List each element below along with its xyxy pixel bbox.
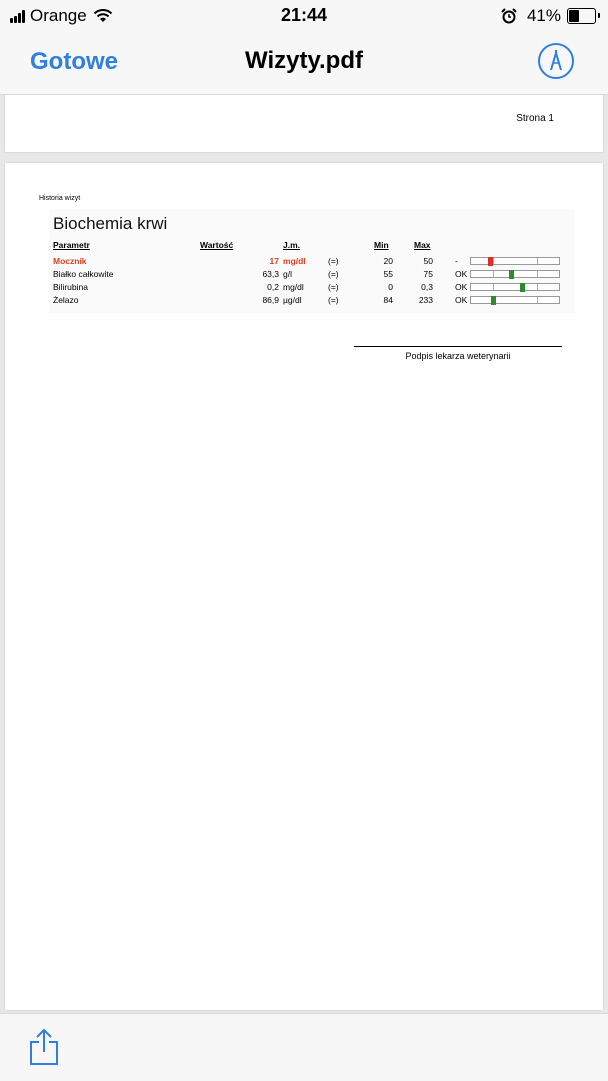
column-header-unit: J.m. — [283, 240, 301, 250]
status-right — [501, 6, 596, 26]
battery-percent: 41% — [526, 6, 561, 25]
column-header-max: Max — [414, 240, 431, 250]
share-button[interactable] — [28, 1028, 60, 1066]
column-header-parameter: Parametr — [53, 240, 90, 250]
status-bar — [0, 0, 608, 32]
parameter-name: Bilirubina — [53, 282, 88, 292]
document-header: Historia wizyt — [39, 195, 81, 202]
markup-pen-icon — [540, 45, 572, 77]
share-icon — [28, 1028, 60, 1066]
range-gauge — [470, 296, 560, 304]
parameter-unit: g/l — [283, 269, 292, 279]
parameter-value: 63,3 — [262, 269, 279, 279]
range-gauge — [470, 257, 560, 265]
range-min: 0 — [388, 282, 393, 292]
parameter-name: Żelazo — [53, 295, 79, 305]
carrier-name: Orange — [30, 6, 87, 25]
range-gauge-marker — [509, 270, 514, 279]
parameter-value: 0,2 — [267, 282, 279, 292]
parameter-unit: mg/dl — [283, 282, 304, 292]
range-gauge — [470, 283, 560, 291]
table-row — [5, 282, 603, 295]
table-row — [5, 256, 603, 269]
table-row — [5, 295, 603, 308]
status-label: OK — [455, 269, 468, 279]
range-gauge-marker — [491, 296, 496, 305]
page-number: Strona 1 — [516, 113, 554, 124]
range-gauge — [470, 270, 560, 278]
range-min: 84 — [383, 295, 393, 305]
alarm-clock-icon — [501, 8, 517, 24]
range-gauge-marker — [520, 283, 525, 292]
parameter-name: Mocznik — [53, 256, 87, 266]
signature-label: Podpis lekarza weterynarii — [405, 351, 511, 361]
range-max: 233 — [418, 295, 433, 305]
pdf-viewer[interactable] — [0, 95, 608, 1013]
done-button[interactable]: Gotowe — [30, 48, 118, 75]
battery-level-fill — [569, 10, 579, 22]
comparison-marker: (=) — [328, 256, 339, 266]
parameter-unit: µg/dl — [283, 295, 302, 305]
parameter-value: 17 — [269, 256, 279, 266]
signature-line — [354, 346, 562, 347]
column-header-min: Min — [374, 240, 389, 250]
bottom-toolbar — [0, 1013, 608, 1081]
range-max: 50 — [423, 256, 433, 266]
column-header-value: Wartość — [200, 240, 234, 250]
pdf-page-1 — [5, 95, 603, 152]
status-label: - — [455, 256, 458, 266]
status-time: 21:44 — [280, 5, 328, 25]
parameter-value: 86,9 — [262, 295, 279, 305]
parameter-unit: mg/dl — [283, 256, 306, 266]
range-min: 20 — [383, 256, 393, 266]
comparison-marker: (=) — [328, 282, 339, 292]
range-gauge-marker — [488, 257, 493, 266]
document-title: Wizyty.pdf — [245, 47, 363, 74]
markup-button[interactable] — [538, 43, 574, 79]
pdf-page-2 — [5, 163, 603, 1010]
status-label: OK — [455, 295, 468, 305]
status-label: OK — [455, 282, 468, 292]
battery-icon — [567, 8, 596, 24]
comparison-marker: (=) — [328, 269, 339, 279]
navigation-bar — [0, 32, 608, 95]
range-max: 75 — [423, 269, 433, 279]
section-title: Biochemia krwi — [53, 214, 168, 233]
range-max: 0,3 — [421, 282, 433, 292]
table-row — [5, 269, 603, 282]
comparison-marker: (=) — [328, 295, 339, 305]
range-min: 55 — [383, 269, 393, 279]
parameter-name: Białko całkowite — [53, 269, 114, 279]
